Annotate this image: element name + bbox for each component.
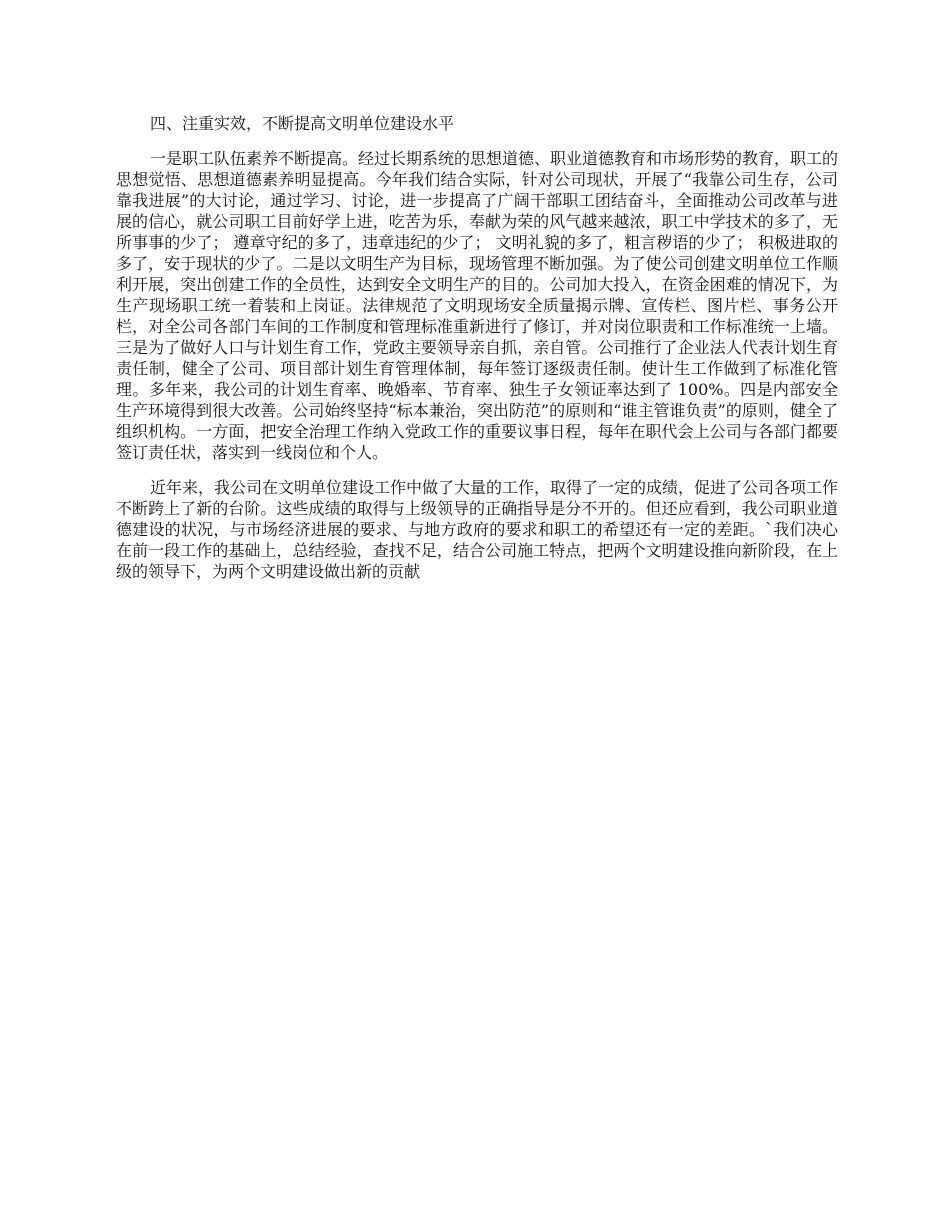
paragraph-conclusion: 近年来，我公司在文明单位建设工作中做了大量的工作，取得了一定的成绩，促进了公司各项工作不断跨上了新的台阶。这些成绩的取得与上级领导的正确指导是分不开的。但还应看到，我公司职业道德建设的状况，与市场经济进展的要求、与地方政府的要求和职工的希望还有一定的差距。`我们决心在前一段工作的基础上，总结经验，查找不足，结合公司施工特点，把两个文明建设推向新阶段，在上级的领导下，为两个文明建设做出新的贡献 xyxy=(116,478,839,581)
document-page xyxy=(116,113,838,596)
paragraph-achievements: 一是职工队伍素养不断提高。经过长期系统的思想道德、职业道德教育和市场形势的教育，职工的思想觉悟、思想道德素养明显提高。今年我们结合实际，针对公司现状，开展了“我靠公司生存，公司靠我进展”的大讨论，通过学习、讨论，进一步提高了广阔干部职工团结奋斗，全面推动公司改革与进展的信心，就公司职工目前好学上进，吃苦为乐，奉献为荣的风气越来越浓，职工中学技术的多了，无所事事的少了； 遵章守纪的多了，违章违纪的少了； 文明礼貌的多了，粗言秽语的少了； 积极进取的多了，安于现状的少了。二是以文明生产为目标，现场管理不断加强。为了使公司创建文明单位工作顺利开展，突出创建工作的全员性，达到安全文明生产的目的。公司加大投入，在资金困难的情况下，为生产现场职工统一着装和上岗证。法律规范了文明现场安全质量揭示牌、宣传栏、图片栏、事务公开栏，对全公司各部门车间的工作制度和管理标准重新进行了修订，并对岗位职责和工作标准统一上墙。三是为了做好人口与计划生育工作，党政主要领导亲自抓，亲自管。公司推行了企业法人代表计划生育责任制，健全了公司、项目部计划生育管理体制，每年签订逐级责任制。使计生工作做到了标准化管理。多年来，我公司的计划生育率、晚婚率、节育率、独生子女领证率达到了 100%。四是内部安全生产环境得到很大改善。公司始终坚持“标本兼治，突出防范”的原则和“谁主管谁负责”的原则，健全了组织机构。一方面，把安全治理工作纳入党政工作的重要议事日程，每年在职代会上公司与各部门都要签订责任状，落实到一线岗位和个人。 xyxy=(116,149,839,462)
section-heading: 四、注重实效，不断提高文明单位建设水平 xyxy=(150,114,455,133)
